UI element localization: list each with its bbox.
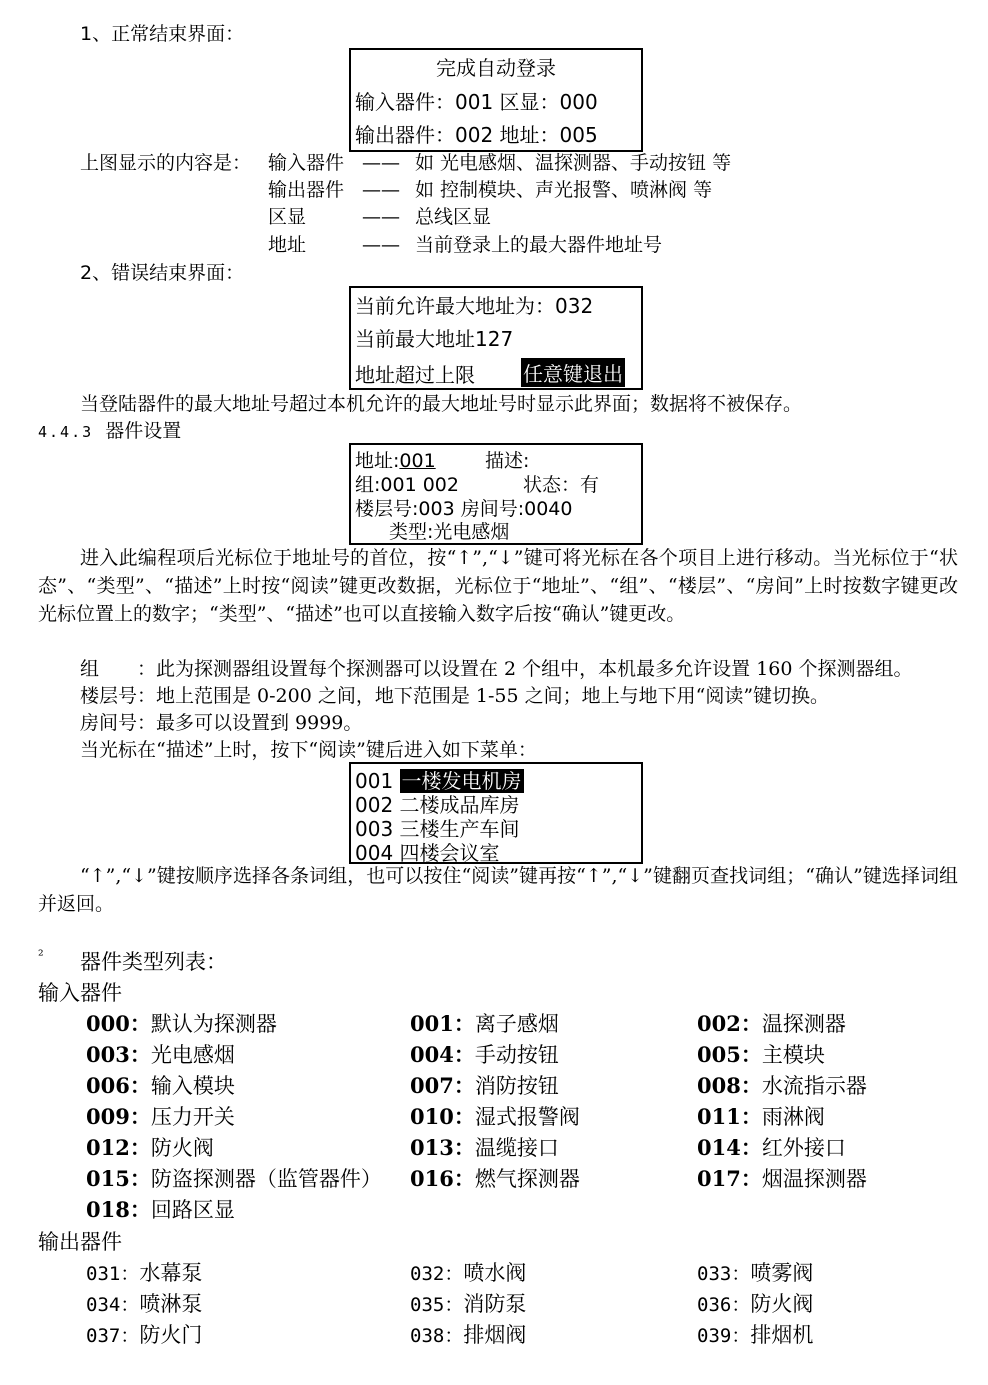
type-entry xyxy=(410,1070,559,1100)
bullet-marker: ² xyxy=(38,948,44,964)
type-code: 035： xyxy=(410,1294,464,1316)
normal-end-screen xyxy=(349,48,643,152)
type-code: 000： xyxy=(86,1011,151,1036)
type-code: 012： xyxy=(86,1135,151,1160)
screen-floor-room: 楼层号:003 房间号:0040 xyxy=(355,498,573,520)
desc-text: 当前登录上的最大器件地址号 xyxy=(415,234,663,256)
type-code: 009： xyxy=(86,1104,151,1129)
menu-item-number: 003 xyxy=(355,817,394,841)
desc-intro: 上图显示的内容是： xyxy=(80,152,252,174)
desc-dash: —— xyxy=(362,179,400,201)
type-entry xyxy=(410,1319,526,1349)
type-code: 038： xyxy=(410,1325,464,1347)
menu-item-number: 002 xyxy=(355,793,394,817)
desc-term: 输出器件 xyxy=(268,179,345,201)
section1-heading: 1、正常结束界面： xyxy=(80,23,245,45)
screen-line-input: 输入器件：001 区显：000 xyxy=(355,90,598,114)
type-name: 红外接口 xyxy=(761,1136,846,1160)
type-code: 017： xyxy=(697,1166,762,1191)
type-name: 水流指示器 xyxy=(761,1074,867,1098)
device-setup-screen xyxy=(349,443,643,545)
screen-title: 完成自动登录 xyxy=(436,56,556,80)
type-code: 005： xyxy=(697,1042,762,1067)
type-name: 排烟机 xyxy=(750,1323,814,1347)
type-name: 雨淋阀 xyxy=(761,1105,825,1129)
type-name: 默认为探测器 xyxy=(150,1012,277,1036)
type-name: 温探测器 xyxy=(761,1012,846,1036)
desc-dash: —— xyxy=(362,152,400,174)
type-code: 008： xyxy=(697,1073,762,1098)
screen-group: 组:001 002 xyxy=(355,474,459,496)
desc-term: 输入器件 xyxy=(268,152,345,174)
desc-dash: —— xyxy=(362,206,400,228)
type-code: 010： xyxy=(410,1104,475,1129)
type-name: 消防按钮 xyxy=(474,1074,559,1098)
menu-item-number: 001 xyxy=(355,769,394,793)
error-note: 当登陆器件的最大地址号超过本机允许的最大地址号时显示此界面；数据将不被保存。 xyxy=(80,393,803,415)
type-name: 消防泵 xyxy=(463,1292,527,1316)
type-name: 防火门 xyxy=(139,1323,203,1347)
type-code: 032： xyxy=(410,1263,464,1285)
cursor-instructions: 进入此编程项后光标位于地址号的首位，按“↑”,“↓”键可将光标在各个项目上进行移动。当光标位于“状态”、“类型”、“描述”上时按“阅读”键更改数据，光标位于“地址”、“组”、“楼层”、“房间”上时按数字键更改光标位置上的数字；“类型”、“描述”也可以直接输入数字后按“确认”键更改。 xyxy=(38,547,958,625)
type-entry xyxy=(86,1101,235,1131)
type-code: 018： xyxy=(86,1197,151,1222)
type-code: 016： xyxy=(410,1166,475,1191)
type-entry xyxy=(86,1070,235,1100)
type-name: 离子感烟 xyxy=(474,1012,559,1036)
type-name: 防火阀 xyxy=(750,1292,814,1316)
type-entry xyxy=(86,1039,235,1069)
type-name: 喷淋泵 xyxy=(139,1292,203,1316)
type-entry xyxy=(410,1039,559,1069)
type-code: 033： xyxy=(697,1263,751,1285)
type-name: 回路区显 xyxy=(150,1198,235,1222)
type-entry xyxy=(86,1257,202,1287)
menu-item-name: 四楼会议室 xyxy=(399,841,500,865)
screen-line-output: 输出器件：002 地址：005 xyxy=(355,123,598,147)
type-entry xyxy=(697,1288,813,1318)
menu-item-name: 三楼生产车间 xyxy=(399,817,520,841)
error-end-screen xyxy=(349,286,643,390)
type-entry xyxy=(410,1008,559,1038)
screen-line-max-allowed: 当前允许最大地址为：032 xyxy=(355,294,594,318)
type-name: 输入模块 xyxy=(150,1074,235,1098)
type-code: 031： xyxy=(86,1263,140,1285)
type-name: 喷雾阀 xyxy=(750,1261,814,1285)
type-entry xyxy=(86,1194,235,1224)
type-entry xyxy=(697,1008,846,1038)
type-name: 燃气探测器 xyxy=(474,1167,580,1191)
type-entry xyxy=(86,1008,277,1038)
address-value: 001 xyxy=(399,450,436,472)
type-entry xyxy=(697,1163,867,1193)
screen-description: 描述: xyxy=(485,450,530,472)
screen-address xyxy=(355,446,436,473)
type-code: 004： xyxy=(410,1042,475,1067)
desc-text: 如 控制模块、声光报警、喷淋阀 等 xyxy=(415,179,713,201)
type-name: 主模块 xyxy=(761,1043,825,1067)
type-name: 湿式报警阀 xyxy=(474,1105,580,1129)
group-note: 组 ：此为探测器组设置每个探测器可以设置在 2 个组中，本机最多允许设置 160 个探测器组。 xyxy=(80,658,913,680)
type-code: 013： xyxy=(410,1135,475,1160)
type-entry xyxy=(410,1288,526,1318)
type-code: 007： xyxy=(410,1073,475,1098)
type-entry xyxy=(697,1319,813,1349)
screen-exit-hint: 任意键退出 xyxy=(521,358,625,387)
type-name: 排烟阀 xyxy=(463,1323,527,1347)
menu-item-name: 二楼成品库房 xyxy=(399,793,520,817)
section443-heading xyxy=(38,419,181,444)
floor-note: 楼层号：地上范围是 0-200 之间，地下范围是 1-55 之间；地上与地下用“阅读”键切换。 xyxy=(80,685,830,707)
desc-text: 总线区显 xyxy=(415,206,492,228)
type-name: 喷水阀 xyxy=(463,1261,527,1285)
type-code: 015： xyxy=(86,1166,151,1191)
type-code: 037： xyxy=(86,1325,140,1347)
address-label: 地址: xyxy=(355,450,400,472)
input-devices-label: 输入器件 xyxy=(38,981,122,1005)
type-entry xyxy=(86,1163,382,1193)
desc-term: 地址 xyxy=(268,234,307,256)
desc-term: 区显 xyxy=(268,206,307,228)
type-name: 防盗探测器（监管器件） xyxy=(150,1167,382,1191)
type-code: 001： xyxy=(410,1011,475,1036)
screen-line-current-max: 当前最大地址127 xyxy=(355,327,514,351)
type-entry xyxy=(697,1039,825,1069)
room-note: 房间号：最多可以设置到 9999。 xyxy=(80,712,363,734)
type-code: 002： xyxy=(697,1011,762,1036)
menu-item-name: 一楼发电机房 xyxy=(401,769,522,793)
type-entry xyxy=(86,1319,202,1349)
type-entry xyxy=(86,1288,202,1318)
menu-instructions: “↑”,“↓”键按顺序选择各条词组，也可以按住“阅读”键再按“↑”,“↓”键翻页查找词组；“确认”键选择词组并返回。 xyxy=(38,865,958,915)
type-name: 光电感烟 xyxy=(150,1043,235,1067)
type-name: 烟温探测器 xyxy=(761,1167,867,1191)
desc-text: 如 光电感烟、温探测器、手动按钮 等 xyxy=(415,152,732,174)
type-entry xyxy=(697,1101,825,1131)
type-code: 011： xyxy=(697,1104,762,1129)
section-number: 4.4.3 xyxy=(38,423,94,441)
output-devices-label: 输出器件 xyxy=(38,1230,122,1254)
type-entry xyxy=(86,1132,214,1162)
menu-item-number: 004 xyxy=(355,841,394,865)
type-code: 014： xyxy=(697,1135,762,1160)
type-code: 003： xyxy=(86,1042,151,1067)
type-code: 006： xyxy=(86,1073,151,1098)
type-code: 039： xyxy=(697,1325,751,1347)
types-heading: 器件类型列表： xyxy=(80,950,227,974)
type-entry xyxy=(410,1257,526,1287)
type-entry xyxy=(410,1163,580,1193)
type-code: 034： xyxy=(86,1294,140,1316)
section-title: 器件设置 xyxy=(105,420,182,442)
type-entry xyxy=(697,1132,846,1162)
screen-line-over-limit: 地址超过上限 xyxy=(355,363,475,387)
type-entry xyxy=(697,1070,867,1100)
phrase-menu-screen xyxy=(349,762,643,864)
type-name: 水幕泵 xyxy=(139,1261,203,1285)
desc-dash: —— xyxy=(362,234,400,256)
type-entry xyxy=(697,1257,813,1287)
type-name: 压力开关 xyxy=(150,1105,235,1129)
type-code: 036： xyxy=(697,1294,751,1316)
screen-type: 类型:光电感烟 xyxy=(389,521,510,543)
type-name: 防火阀 xyxy=(150,1136,214,1160)
type-entry xyxy=(410,1101,580,1131)
type-entry xyxy=(410,1132,559,1162)
type-name: 温缆接口 xyxy=(474,1136,559,1160)
section2-heading: 2、错误结束界面： xyxy=(80,262,245,284)
menu-intro: 当光标在“描述”上时，按下“阅读”键后进入如下菜单： xyxy=(80,739,537,761)
screen-status: 状态：有 xyxy=(523,474,600,496)
type-name: 手动按钮 xyxy=(474,1043,559,1067)
